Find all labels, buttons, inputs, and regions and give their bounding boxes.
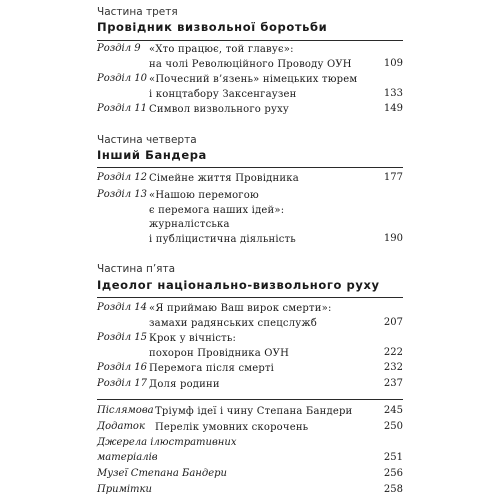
section-label-continued: матеріалів (97, 451, 158, 463)
toc-entry[interactable] (97, 43, 403, 73)
page-number: 177 (383, 172, 403, 183)
section-label: Примітки (97, 484, 152, 495)
page-number: 237 (383, 378, 403, 389)
toc-entry[interactable] (97, 172, 403, 188)
page-number: 256 (383, 468, 403, 479)
section-label: Післямова (97, 405, 154, 416)
section-label: Додаток (97, 421, 145, 432)
chapter-label: Розділ 9 (97, 43, 141, 54)
chapter-label: Розділ 10 (97, 73, 148, 84)
page-number: 207 (383, 316, 403, 328)
toc-entry[interactable] (97, 103, 403, 119)
part-label: Частина четверта (97, 134, 197, 146)
chapter-label: Розділ 16 (97, 362, 148, 373)
section-label: Музеї Степана Бандери (97, 468, 227, 479)
chapter-label: Розділ 13 (97, 189, 148, 200)
part-label: Частина п’ята (97, 263, 176, 275)
page-number: 133 (383, 87, 403, 99)
page-number: 232 (383, 362, 403, 373)
page-number: 245 (383, 405, 403, 416)
page-number: 222 (383, 346, 403, 358)
section-title: Перелік умовних скорочень (155, 422, 309, 433)
toc-entry[interactable] (97, 362, 403, 378)
toc-entry[interactable] (97, 405, 403, 421)
page-number: 190 (383, 232, 403, 244)
part-title: Провідник визвольної боротьби (97, 20, 328, 34)
toc-entry[interactable] (97, 437, 403, 467)
chapter-title: Доля родини (149, 379, 220, 390)
section-label: Джерела ілюстративних (97, 437, 237, 448)
section-title: Тріумф ідеї і чину Степана Бандери (155, 406, 353, 417)
chapter-label: Розділ 14 (97, 302, 148, 313)
toc-entry[interactable] (97, 484, 403, 498)
chapter-title: «Нашою перемогою є перемога наших ідей»: журналістська і публіцистична діяльність (149, 190, 296, 245)
chapter-title: Символ визвольного руху (149, 104, 290, 115)
part-title: Інший Бандера (97, 148, 207, 162)
toc-entry[interactable] (97, 332, 403, 362)
toc-entry[interactable] (97, 73, 403, 103)
divider (97, 399, 403, 400)
chapter-label: Розділ 17 (97, 378, 148, 389)
toc-entry[interactable] (97, 378, 403, 394)
part-title: Ідеолог національно-визвольного руху (97, 278, 380, 292)
divider (97, 297, 403, 298)
page-number: 258 (383, 484, 403, 495)
part-label: Частина третя (97, 6, 178, 18)
page-number: 250 (383, 421, 403, 432)
toc-entry[interactable] (97, 421, 403, 437)
chapter-title: Перемога після смерті (149, 363, 275, 374)
toc-entry[interactable] (97, 189, 403, 249)
toc-entry[interactable] (97, 302, 403, 332)
page-number: 109 (383, 57, 403, 69)
toc-entry[interactable] (97, 468, 403, 484)
chapter-title: Крок у вічність: похорон Провідника ОУН (149, 333, 290, 359)
chapter-title: Сімейне життя Провідника (149, 173, 299, 184)
page-number: 149 (383, 103, 403, 114)
chapter-label: Розділ 11 (97, 103, 148, 114)
chapter-title: «Хто працює, той главує»: на чолі Революційного Проводу ОУН (149, 44, 352, 70)
chapter-label: Розділ 12 (97, 172, 148, 183)
divider (97, 167, 403, 168)
chapter-title: «Почесний в’язень» німецьких тюрем і концтабору Заксенгаузен (149, 74, 358, 100)
chapter-title: «Я приймаю Ваш вирок смерти»: замахи радянських спецслужб (149, 303, 332, 329)
page-number: 251 (383, 451, 403, 463)
divider (97, 40, 403, 41)
chapter-label: Розділ 15 (97, 332, 148, 343)
